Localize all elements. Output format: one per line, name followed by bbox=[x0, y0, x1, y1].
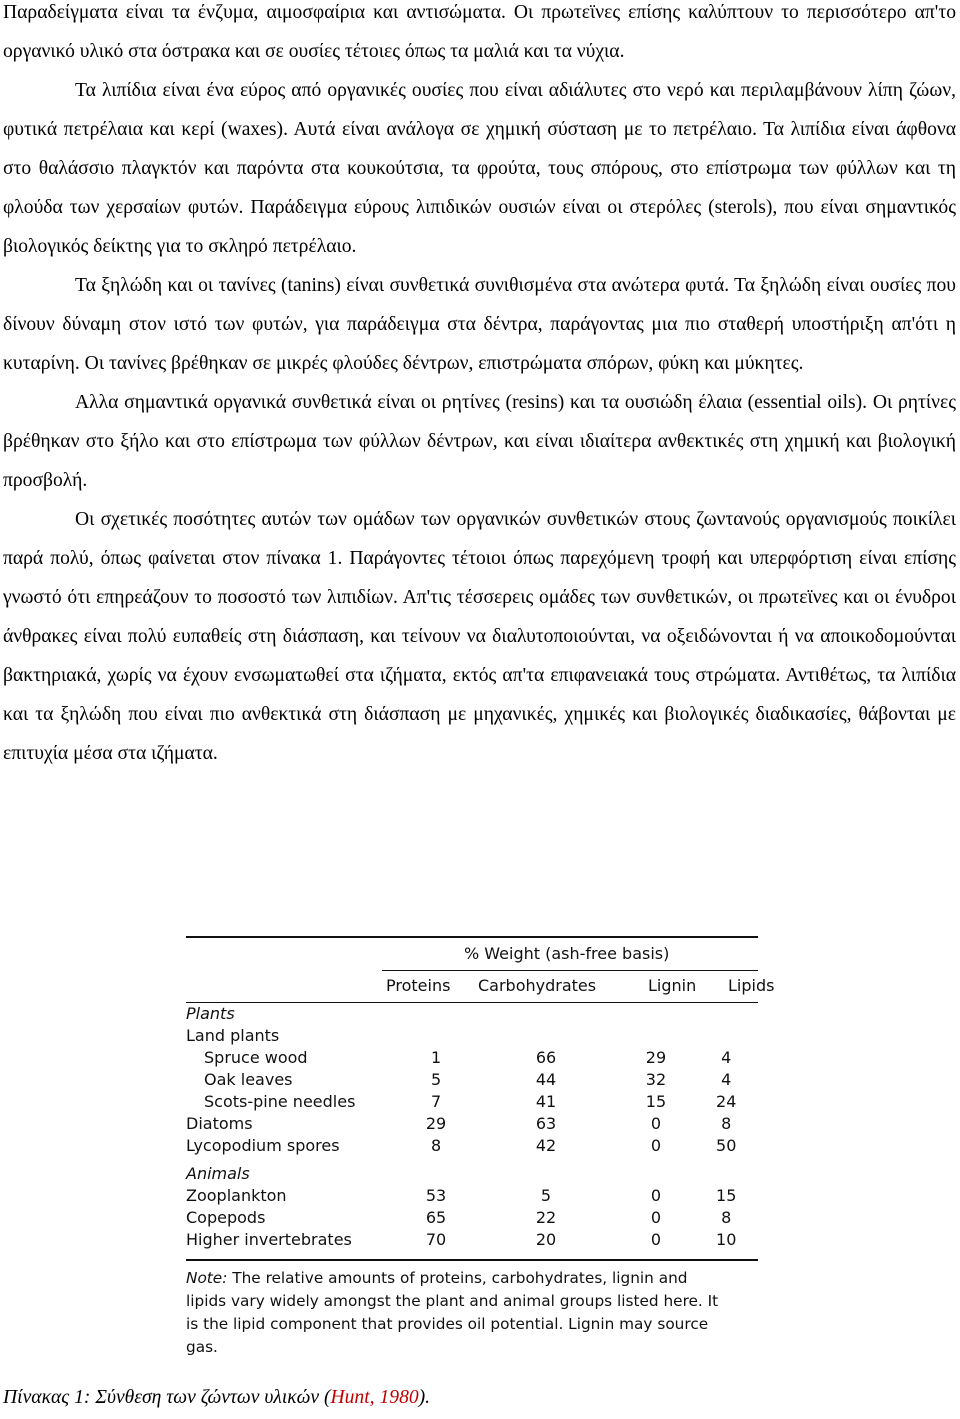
table-cell: 63 bbox=[535, 1114, 557, 1133]
paragraph-4: Αλλα σημαντικά οργανικά συνθετικά είναι οι ρητίνες (resins) και τα ουσιώδη έλαια (essential oils). Οι ρητίνες βρέθηκαν στο ξήλο και στο επίστρωμα των φύλλων δέντρων, και είναι ιδιαίτερα ανθεκτικές στη χημική και βιολογική προσβολή. bbox=[3, 392, 956, 491]
row-label: Spruce wood bbox=[204, 1048, 308, 1067]
caption-reference-link[interactable]: Hunt, 1980 bbox=[330, 1387, 419, 1408]
table-row bbox=[186, 1135, 758, 1157]
table-cell: 4 bbox=[721, 1070, 732, 1089]
table-cell: 10 bbox=[716, 1230, 737, 1249]
table-row bbox=[186, 1047, 758, 1069]
row-label: Higher invertebrates bbox=[186, 1230, 352, 1249]
table-cell bbox=[618, 1025, 695, 1047]
table-cell: 29 bbox=[425, 1114, 447, 1133]
row-label: Land plants bbox=[186, 1026, 280, 1045]
super-header-label: % Weight (ash-free basis) bbox=[464, 944, 670, 963]
row-label: Lycopodium spores bbox=[186, 1136, 340, 1155]
col-header-proteins: Proteins bbox=[386, 976, 451, 995]
table-row bbox=[186, 1229, 758, 1251]
table-column-headers bbox=[186, 968, 775, 1002]
table-cell: 22 bbox=[535, 1208, 557, 1227]
group-label: Animals bbox=[186, 1164, 250, 1183]
table-cell: 0 bbox=[650, 1114, 662, 1133]
table-cell: 15 bbox=[716, 1186, 737, 1205]
table-cell: 42 bbox=[535, 1136, 557, 1155]
table-group-row bbox=[186, 1157, 758, 1185]
table-cell bbox=[694, 1025, 758, 1047]
table-cell: 7 bbox=[430, 1092, 442, 1111]
table-row bbox=[186, 1069, 758, 1091]
table-cell: 65 bbox=[425, 1208, 447, 1227]
table-row bbox=[186, 1025, 758, 1047]
paragraph-2: Τα λιπίδια είναι ένα εύρος από οργανικές ουσίες που είναι αδιάλυτες στο νερό και περιλαμβάνουν λίπη ζώων, φυτικά πετρέλαια και κερί (waxes). Αυτά είναι ανάλογα σε χημική σύσταση με το πετρέλαιο. Τα λιπίδια είναι άφθονα στο θαλάσσιο πλαγκτόν και παρόντα στα κουκούτσια, τα φρούτα, τους σπόρους, στο επίστρωμα των φύλλων και τη φλούδα των χερσαίων φυτών. Παράδειγμα εύρους λιπιδικών ουσιών είναι οι στερόλες (sterols), που είναι σημαντικός βιολογικός δείκτης για το σκληρό πετρέλαιο. bbox=[3, 80, 956, 257]
table-cell: 15 bbox=[645, 1092, 667, 1111]
table-row bbox=[186, 1091, 758, 1113]
table-cell: 44 bbox=[535, 1070, 557, 1089]
table-cell: 0 bbox=[650, 1208, 662, 1227]
table-caption bbox=[3, 1380, 430, 1416]
table-cell: 1 bbox=[430, 1048, 442, 1067]
table-cell: 50 bbox=[716, 1136, 737, 1155]
table-cell bbox=[474, 1025, 617, 1047]
table-cell: 70 bbox=[425, 1230, 447, 1249]
col-header-lipids: Lipids bbox=[728, 976, 775, 995]
table-cell: 8 bbox=[721, 1114, 732, 1133]
table-cell: 32 bbox=[645, 1070, 667, 1089]
paragraph-1: Παραδείγματα είναι τα ένζυμα, αιμοσφαίρια και αντισώματα. Οι πρωτεϊνες επίσης καλύπτουν το περισσότερο απ'το οργανικό υλικό στα όστρακα και σε ουσίες τέτοιες όπως τα μαλιά και τα νύχια. bbox=[3, 2, 956, 62]
table-cell bbox=[398, 1025, 475, 1047]
table-cell: 29 bbox=[645, 1048, 667, 1067]
col-header-carbohydrates: Carbohydrates bbox=[478, 976, 597, 995]
table-cell: 24 bbox=[716, 1092, 737, 1111]
table-cell: 0 bbox=[650, 1230, 662, 1249]
table-cell: 66 bbox=[535, 1048, 557, 1067]
composition-table-figure bbox=[186, 936, 775, 1359]
paragraph-3: Τα ξηλώδη και οι τανίνες (tanins) είναι συνθετικά συνιθισμένα στα ανώτερα φυτά. Τα ξηλώδη είναι ουσίες που δίνουν δύναμη στον ιστό των φυτών, για παράδειγμα στα δέντρα, παράγοντας μια πιο σταθερή υποστήριξη απ'ότι η κυταρίνη. Οι τανίνες βρέθηκαν σε μικρές φλούδες δέντρων, επιστρώματα σπόρων, φύκη και μύκητες. bbox=[3, 275, 956, 374]
table-cell: 5 bbox=[430, 1070, 442, 1089]
row-label: Copepods bbox=[186, 1208, 266, 1227]
table-row bbox=[186, 1185, 758, 1207]
table-cell: 0 bbox=[650, 1186, 662, 1205]
table-cell: 41 bbox=[535, 1092, 557, 1111]
table-cell: 20 bbox=[535, 1230, 557, 1249]
table-cell: 4 bbox=[721, 1048, 732, 1067]
table-row bbox=[186, 1113, 758, 1135]
table-group-row bbox=[186, 1003, 758, 1025]
group-label: Plants bbox=[186, 1004, 235, 1023]
note-label: Note: bbox=[186, 1269, 228, 1287]
table-cell: 0 bbox=[650, 1136, 662, 1155]
row-label: Oak leaves bbox=[204, 1070, 293, 1089]
col-header-lignin: Lignin bbox=[648, 976, 697, 995]
row-label: Diatoms bbox=[186, 1114, 253, 1133]
paragraph-5: Οι σχετικές ποσότητες αυτών των ομάδων των οργανικών συνθετικών στους ζωντανούς οργανισμούς ποικίλει παρά πολύ, όπως φαίνεται στον πίνακα 1. Παράγοντες τέτοιοι όπως παρεχόμενη τροφή και υπερφόρτιση είναι επίσης γνωστό ότι επηρεάζουν το ποσοστό των λιπιδίων. Απ'τις τέσσερεις ομάδες των συνθετικών, οι πρωτεϊνες και οι ένυδροι άνθρακες είναι πολύ ευπαθείς στη διάσπαση, και τείνουν να διαλυτοποιούνται, να οξειδώνονται ή να αποικοδομούνται βακτηριακά, χωρίς να έχουν ενσωματωθεί στα ιζήματα, εκτός απ'τα επιφανειακά τους στρώματα. Αντιθέτως, τα λιπίδια και τα ξηλώδη που είναι πιο ανθεκτικά στη διάσπαση με μηχανικές, χημικές και βιολογικές διαδικασίες, θάβονται με επιτυχία μέσα στα ιζήματα. bbox=[3, 509, 956, 764]
table-note bbox=[186, 1261, 731, 1359]
composition-table bbox=[186, 1003, 758, 1251]
table-cell: 5 bbox=[540, 1186, 552, 1205]
table-cell: 8 bbox=[430, 1136, 442, 1155]
table-cell: 8 bbox=[721, 1208, 732, 1227]
table-super-header bbox=[186, 938, 758, 968]
table-row bbox=[186, 1207, 758, 1229]
row-label: Scots-pine needles bbox=[204, 1092, 356, 1111]
row-label: Zooplankton bbox=[186, 1186, 287, 1205]
table-cell: 53 bbox=[425, 1186, 447, 1205]
caption-prefix: Πίνακας 1: Σύνθεση των ζώντων υλικών ( bbox=[3, 1387, 331, 1408]
note-text: The relative amounts of proteins, carbohydrates, lignin and lipids vary widely amongst the plant and animal groups listed here. It is the lipid component that provides oil potential. Lignin may source gas. bbox=[186, 1269, 719, 1356]
caption-suffix: ). bbox=[418, 1387, 431, 1408]
